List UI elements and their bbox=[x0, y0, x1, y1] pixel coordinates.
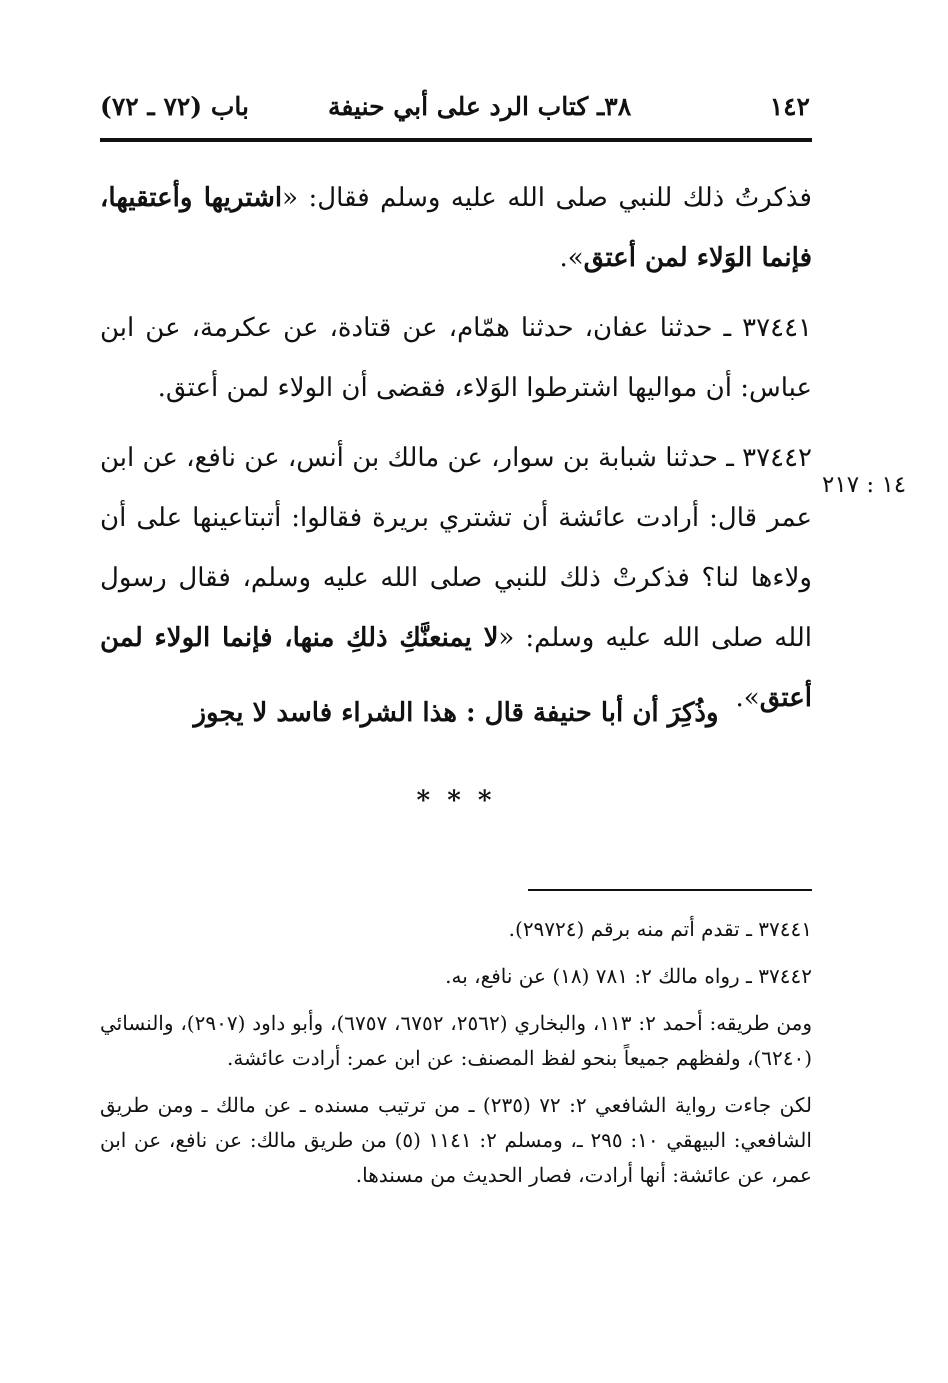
footnote: ٣٧٤٤٢ ـ رواه مالك ٢: ٧٨١ (١٨) عن نافع، به. bbox=[445, 964, 812, 988]
marginal-reference: ١٤ : ٢١٧ bbox=[822, 472, 907, 498]
header-rule bbox=[100, 138, 812, 142]
book-title: ٣٨ـ كتاب الرد على أبي حنيفة bbox=[328, 92, 632, 121]
footnote: ومن طريقه: أحمد ٢: ١١٣، والبخاري (٢٥٦٢، ٦٧٥٢، ٦٧٥٧)، وأبو داود (٢٩٠٧)، والنسائي (٦٢٤٠)، ولفظهم جميعاً بنحو لفظ المصنف: عن ابن عمر: أرادت عائشة. bbox=[100, 1011, 812, 1070]
chapter-section: باب (٧٢ ـ ٧٢) bbox=[100, 92, 249, 121]
paragraph-continuation bbox=[100, 168, 812, 288]
main-text bbox=[100, 168, 812, 738]
paragraph-text: فذكرتُ ذلك للنبي صلى الله عليه وسلم فقال: « bbox=[282, 183, 812, 213]
hadith-37441: ٣٧٤٤١ ـ حدثنا عفان، حدثنا همّام، عن قتادة، عن عكرمة، عن ابن عباس: أن مواليها اشترطوا الوَلاء، فقضى أن الولاء لمن أعتق. bbox=[100, 313, 812, 403]
hadith-quote: اشتريها وأعتقيها، فإنما الوَلاء لمن أعتق bbox=[100, 183, 812, 273]
paragraph-text: ». bbox=[735, 683, 760, 713]
hadith-37442 bbox=[100, 428, 812, 728]
footnote-rule bbox=[528, 889, 812, 891]
footnote: ٣٧٤٤١ ـ تقدم أتم منه برقم (٢٩٧٢٤). bbox=[508, 917, 812, 941]
footnotes bbox=[100, 912, 812, 1205]
running-header bbox=[100, 92, 812, 132]
section-heading: وذُكِرَ أن أبا حنيفة قال : هذا الشراء فاسد لا يجوز bbox=[193, 698, 719, 728]
section-separator: * * * bbox=[416, 786, 496, 816]
paragraph-text: ٣٧٤٤٢ ـ حدثنا شبابة بن سوار، عن مالك بن أنس، عن نافع، عن ابن عمر قال: أرادت عائشة أن تشتري بريرة فقالوا: أتبتاعينها على أن ولاءها لنا؟ فذكرتْ ذلك للنبي صلى الله عليه وسلم، فقال رسول الله صلى الله عليه وسلم: « bbox=[100, 443, 813, 653]
footnote: لكن جاءت رواية الشافعي ٢: ٧٢ (٢٣٥) ـ من ترتيب مسنده ـ عن مالك ـ ومن طريق الشافعي: البيهقي ١٠: ٢٩٥ ـ، ومسلم ٢: ١١٤١ (٥) من طريق مالك: عن نافع، عن ابن عمر، عن عائشة: أنها أرادت، فصار الحديث من مسندها. bbox=[100, 1093, 812, 1187]
paragraph-text: ». bbox=[559, 243, 584, 273]
hadith-quote: لا يمنعنَّكِ ذلكِ منها، فإنما الولاء لمن أعتق bbox=[100, 623, 812, 713]
page-number: ١٤٢ bbox=[769, 92, 810, 121]
